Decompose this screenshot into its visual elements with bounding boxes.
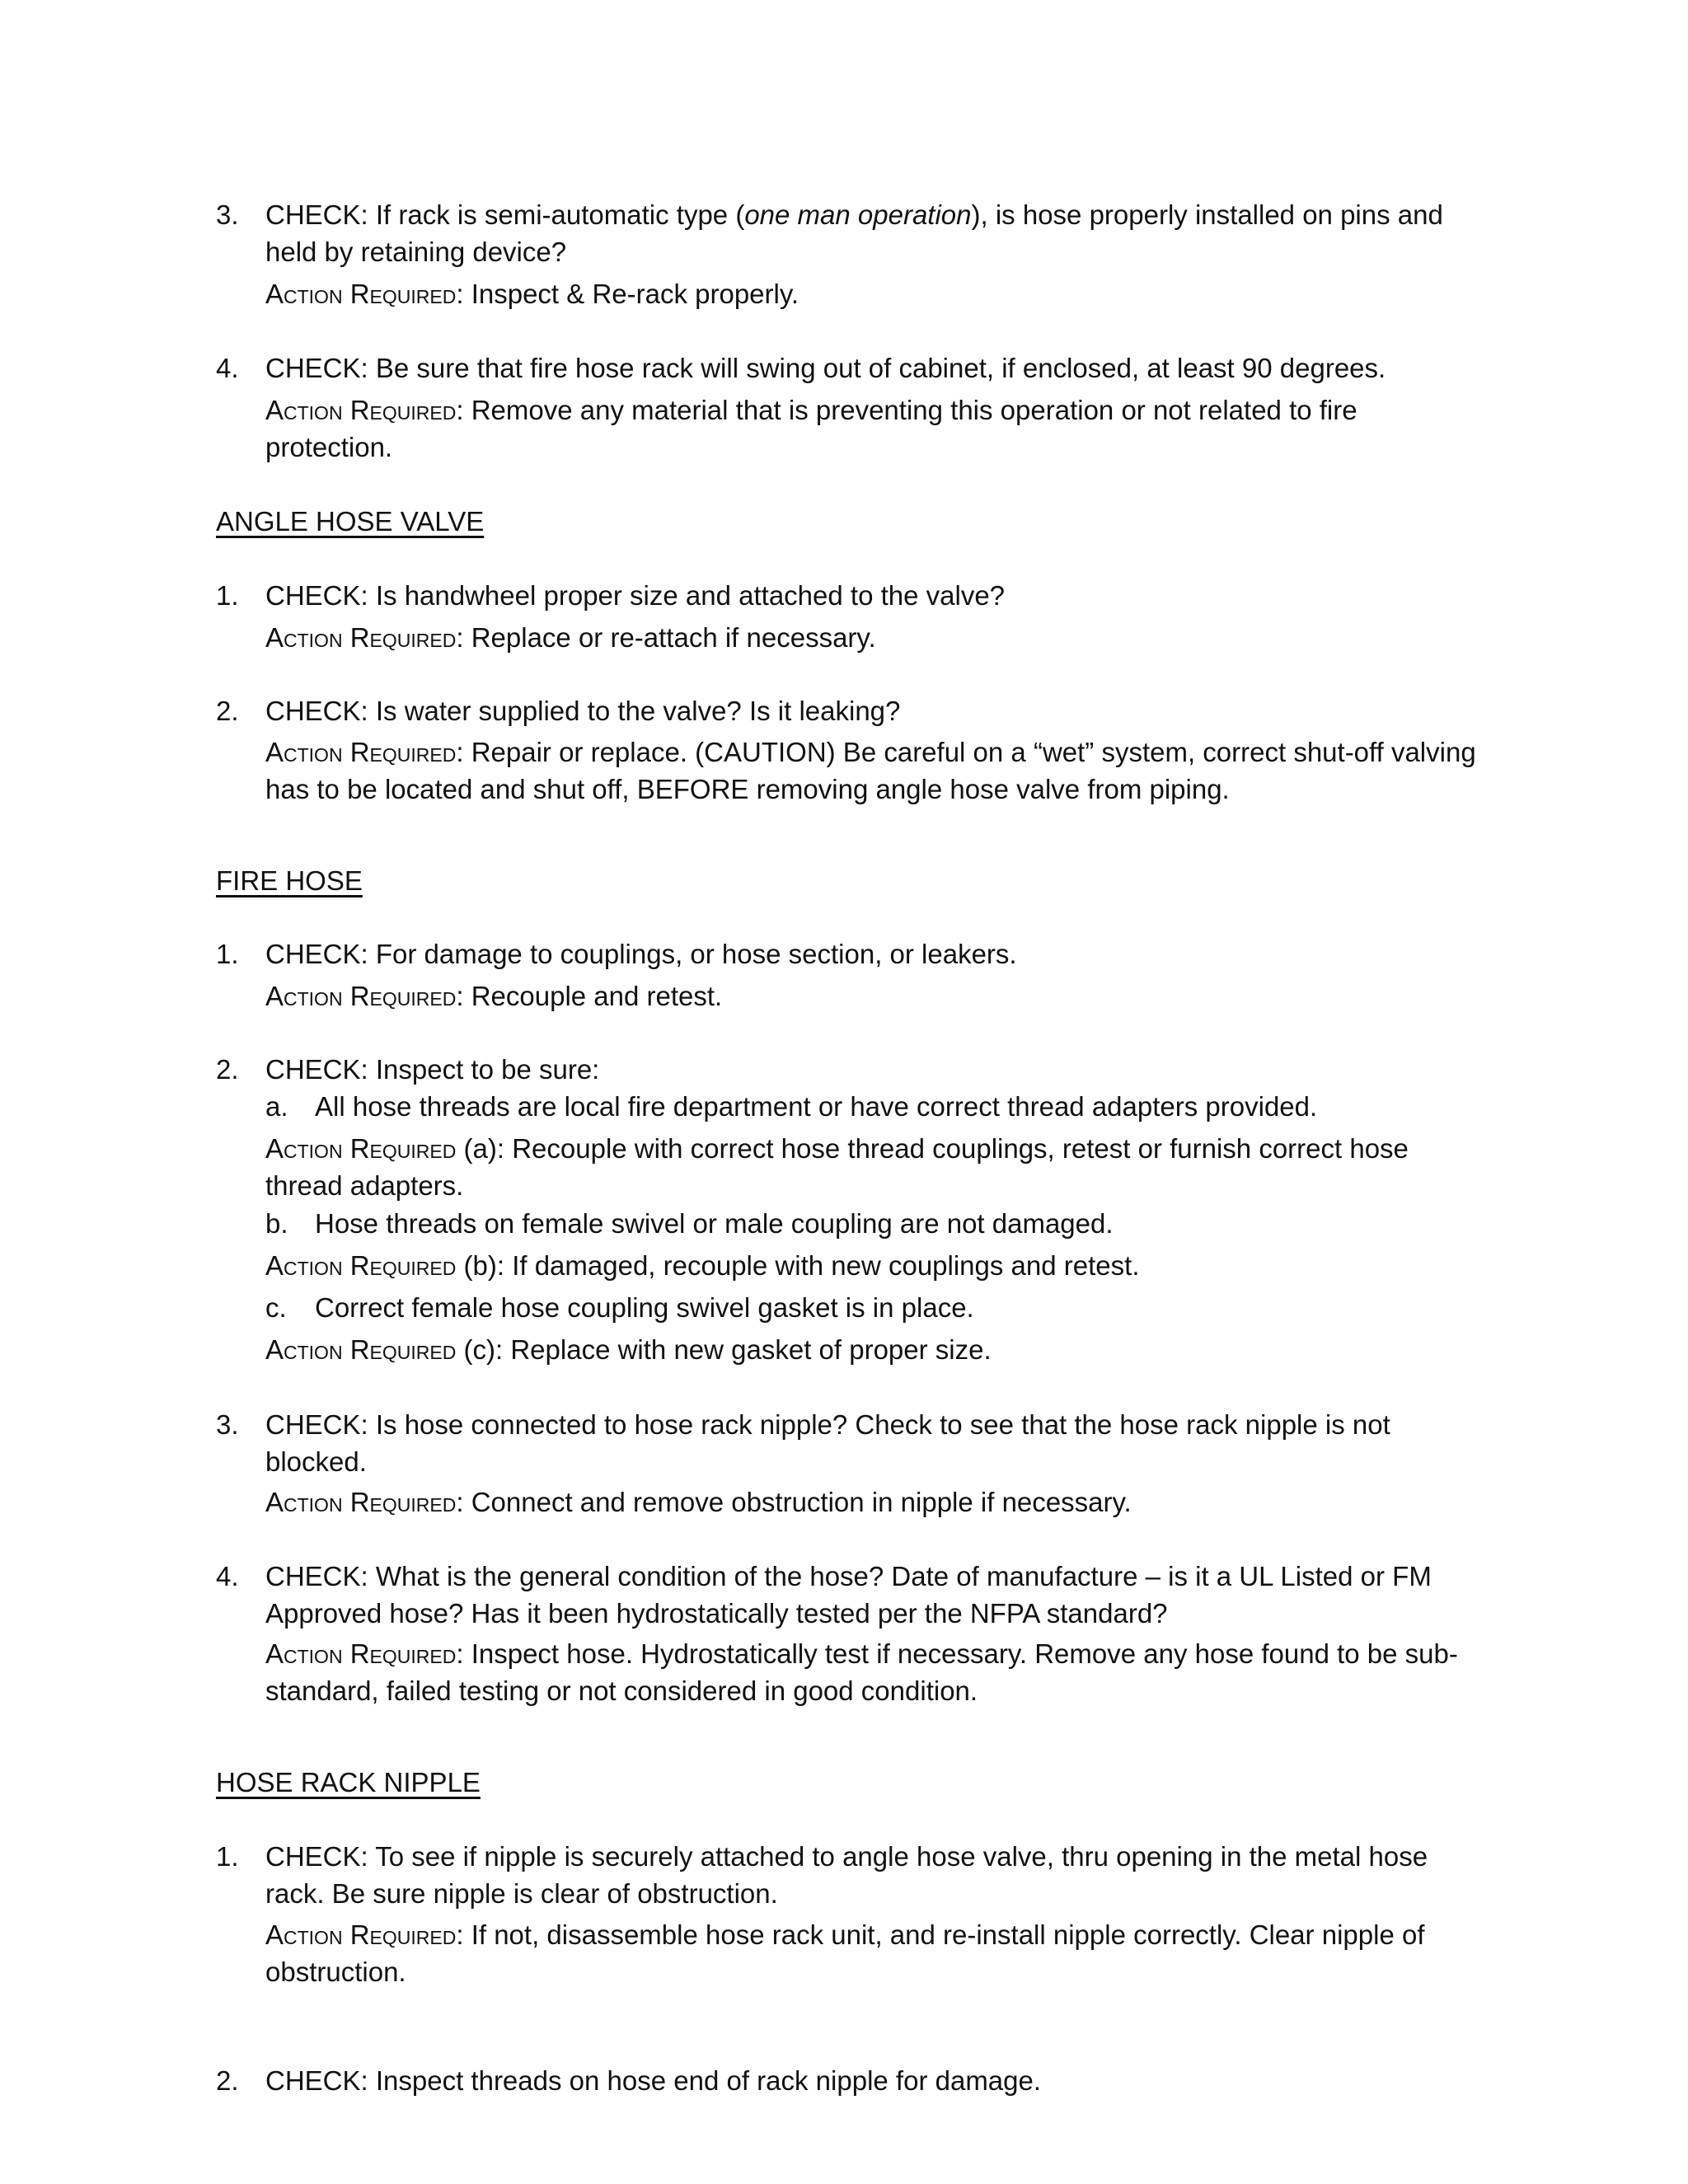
check-text: CHECK: Inspect to be sure: — [265, 1054, 600, 1085]
section-heading-angle-hose-valve: ANGLE HOSE VALVE — [216, 506, 485, 537]
section-heading-hose-rack-nipple: HOSE RACK NIPPLE — [216, 1767, 481, 1797]
check-text: CHECK: Inspect threads on hose end of rack nipple for damage. — [265, 2065, 1042, 2096]
action-required-text: Action Required: Connect and remove obstruction in nipple if necessary. — [265, 1487, 1132, 1517]
item-number: 3. — [216, 1409, 239, 1440]
item-number: 2. — [216, 696, 239, 726]
action-required-text: Action Required: Repair or replace. (CAUTION) Be careful on a “wet” system, correct shut-off valving has to be located and shut off, BEFORE removing angle hose valve from piping. — [265, 737, 1476, 804]
action-required-label: Action Required — [265, 395, 457, 425]
check-text: CHECK: Be sure that fire hose rack will swing out of cabinet, if enclosed, at least 90 degrees. — [265, 353, 1386, 383]
action-required-label: Action Required — [265, 1250, 457, 1281]
action-required-label: Action Required — [265, 1638, 457, 1669]
action-required-text: Action Required: Replace or re-attach if necessary. — [265, 622, 876, 653]
item-number: 3. — [216, 199, 239, 230]
subitem-text: Hose threads on female swivel or male coupling are not damaged. — [315, 1208, 1114, 1239]
subitem-letter: c. — [265, 1292, 287, 1323]
subitem-letter: b. — [265, 1208, 288, 1239]
item-number: 2. — [216, 2065, 239, 2096]
action-required-text: Action Required (c): Replace with new gasket of proper size. — [265, 1334, 992, 1365]
item-number: 1. — [216, 1841, 239, 1872]
subitem-letter: a. — [265, 1091, 288, 1122]
section-heading-fire-hose: FIRE HOSE — [216, 865, 363, 896]
check-text: CHECK: Is water supplied to the valve? Is it leaking? — [265, 696, 901, 726]
subitem-text: Correct female hose coupling swivel gasket is in place. — [315, 1292, 974, 1323]
item-number: 1. — [216, 939, 239, 969]
action-required-label: Action Required — [265, 981, 457, 1011]
action-required-label: Action Required — [265, 279, 457, 309]
item-number: 4. — [216, 1561, 239, 1591]
item-number: 2. — [216, 1054, 239, 1085]
action-required-label: Action Required — [265, 1133, 457, 1164]
action-required-label: Action Required — [265, 1487, 457, 1517]
check-text: CHECK: For damage to couplings, or hose section, or leakers. — [265, 939, 1017, 969]
check-text: CHECK: Is hose connected to hose rack nipple? Check to see that the hose rack nipple is not blocked. — [265, 1409, 1390, 1477]
action-required-text: Action Required: If not, disassemble hose rack unit, and re-install nipple correctly. Clear nipple of obstruction. — [265, 1919, 1425, 1987]
action-required-text: Action Required (b): If damaged, recouple with new couplings and retest. — [265, 1250, 1140, 1281]
action-required-text: Action Required: Recouple and retest. — [265, 981, 723, 1011]
action-required-text: Action Required: Remove any material that is preventing this operation or not related to fire protection. — [265, 395, 1357, 462]
check-text: CHECK: If rack is semi-automatic type (one man operation), is hose properly installed on pins and held by retaining device? — [265, 199, 1443, 267]
subitem-text: All hose threads are local fire department or have correct thread adapters provided. — [315, 1091, 1318, 1122]
item-number: 1. — [216, 580, 239, 611]
emphasis-text: one man operation — [744, 199, 972, 230]
check-text: CHECK: To see if nipple is securely attached to angle hose valve, thru opening in the metal hose rack. Be sure nipple is clear of obstruction. — [265, 1841, 1428, 1909]
check-text: CHECK: What is the general condition of the hose? Date of manufacture – is it a UL Listed or FM Approved hose? Has it been hydrostatically tested per the NFPA standard? — [265, 1561, 1432, 1629]
action-required-text: Action Required: Inspect & Re-rack properly. — [265, 279, 799, 309]
action-required-text: Action Required: Inspect hose. Hydrostatically test if necessary. Remove any hose found to be sub-standard, failed testing or not considered in good condition. — [265, 1638, 1458, 1706]
action-required-label: Action Required — [265, 1919, 457, 1950]
action-required-label: Action Required — [265, 622, 457, 653]
action-required-label: Action Required — [265, 737, 457, 767]
action-required-text: Action Required (a): Recouple with correct hose thread couplings, retest or furnish correct hose thread adapters. — [265, 1133, 1409, 1201]
check-text: CHECK: Is handwheel proper size and attached to the valve? — [265, 580, 1006, 611]
item-number: 4. — [216, 353, 239, 383]
action-required-label: Action Required — [265, 1334, 457, 1365]
